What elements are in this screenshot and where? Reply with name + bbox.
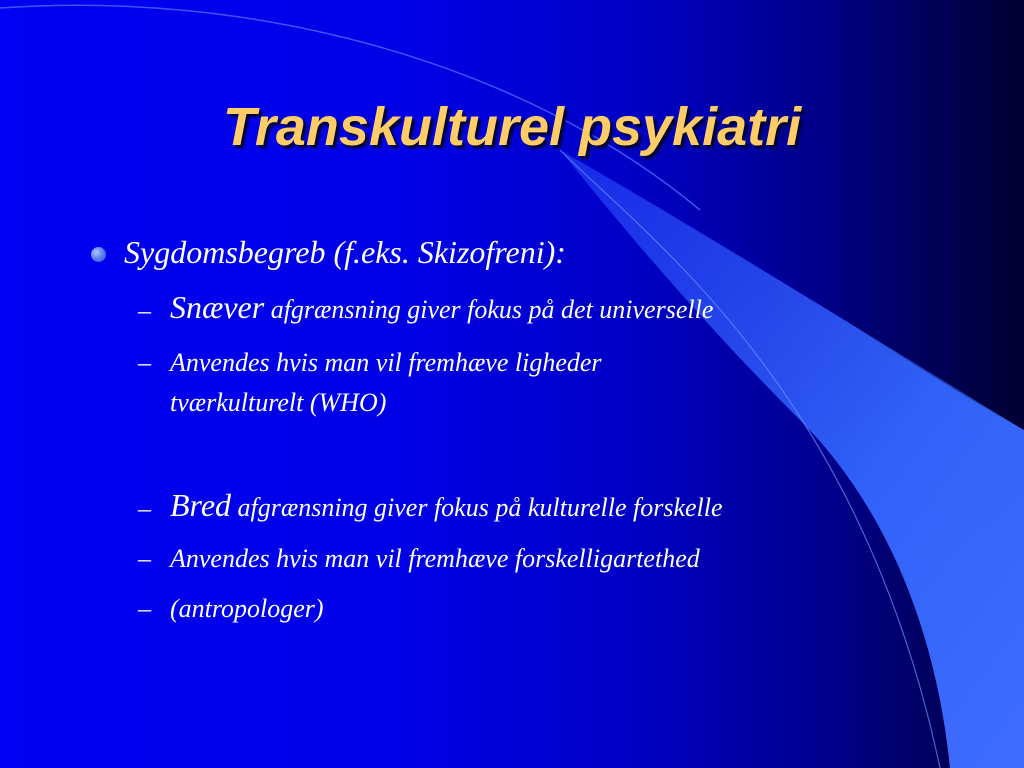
sub-bullet-marker: –: [138, 348, 151, 377]
sub-bullet-4: Anvendes hvis man vil fremhæve forskelligartethed: [170, 544, 700, 573]
sub-bullet-marker: –: [138, 296, 151, 325]
sub-bullet-marker: –: [138, 594, 151, 623]
slide-title: Transkulturel psykiatri: [222, 97, 802, 157]
bullet-dot-icon: [91, 247, 106, 262]
sub-bullet-2-line1: Anvendes hvis man vil fremhæve ligheder: [170, 348, 602, 377]
sub-bullet-1: [170, 289, 713, 326]
sub-bullet-1-emphasis: Snæver: [170, 289, 265, 325]
sub-bullet-2-line2: tværkulturelt (WHO): [170, 388, 387, 417]
sub-bullet-3-text: afgrænsning giver fokus på kulturelle forskelle: [231, 493, 723, 522]
main-bullet-text: Sygdomsbegreb (f.eks. Skizofreni):: [124, 234, 566, 270]
sub-bullet-marker: –: [138, 544, 151, 573]
sub-bullet-3-emphasis: Bred: [170, 487, 232, 523]
sub-bullet-1-text: afgrænsning giver fokus på det universelle: [264, 295, 714, 324]
sub-bullet-5: (antropologer): [170, 594, 324, 623]
sub-bullet-marker: –: [138, 494, 151, 523]
sub-bullet-3: [170, 487, 723, 524]
